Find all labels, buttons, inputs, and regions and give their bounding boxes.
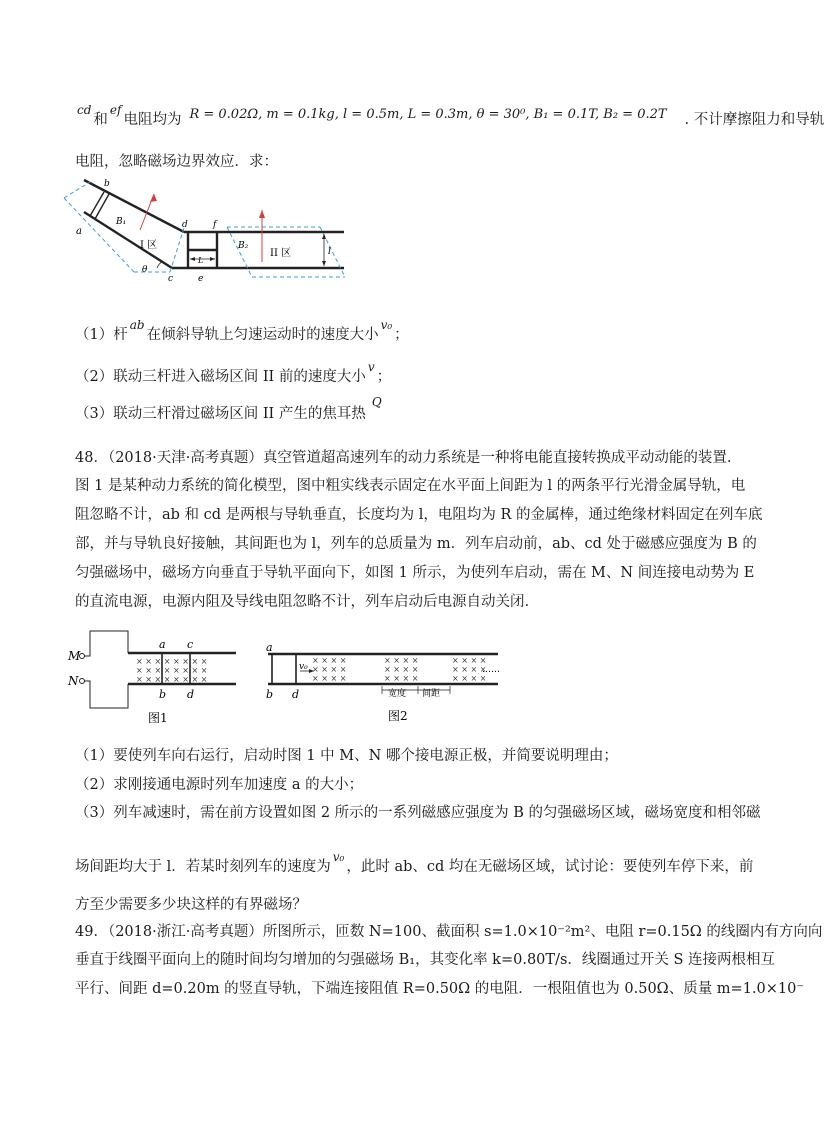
- q47-part3: [75, 395, 735, 424]
- svg-text:× × × ×: × × × ×: [384, 674, 419, 683]
- svg-text:× × × ×: × × × ×: [312, 674, 347, 683]
- svg-text:× × × × × × × ×: × × × × × × × ×: [136, 675, 208, 684]
- label-gap: 间距: [422, 689, 441, 699]
- text-he: 和: [93, 112, 108, 128]
- q48-part3: （3）列车减速时，需在前方设置如图 2 所示的一系列磁感应强度为 B 的匀强磁场区域，磁场宽度和相邻磁: [75, 805, 761, 821]
- caption-fig1: 图1: [148, 711, 168, 725]
- q48-line-2: 图 1 是某种动力系统的简化模型，图中粗实线表示固定在水平面上间距为 l 的两条平行光滑金属导轨，电: [75, 478, 746, 494]
- label-theta: θ: [142, 265, 148, 275]
- q48-line-3: 阻忽略不计，ab 和 cd 是两根与导轨垂直，长度均为 l，电阻均为 R 的金属棒，通过绝缘材料固定在列车底: [75, 507, 763, 523]
- q48-part3-line2: [75, 850, 754, 877]
- label-zone1: I 区: [140, 240, 158, 251]
- label-l: l: [328, 247, 331, 257]
- q47-p1-mid: 在倾斜导轨上匀速运动时的速度大小: [146, 327, 379, 343]
- label-width: 宽度: [388, 689, 407, 699]
- caption-fig2: 图2: [388, 709, 408, 723]
- rail-diagram-q47: [62, 172, 352, 287]
- label-b: b: [104, 179, 110, 189]
- q47-part2: [75, 360, 735, 387]
- q47-p3-pre: （3）联动三杆滑过磁场区间 II 产生的焦耳热: [75, 406, 366, 422]
- q48-line-6: 的直流电源，电源内阻及导线电阻忽略不计，列车启动后电源自动关闭.: [75, 594, 530, 610]
- label-fig1-d: d: [187, 688, 195, 701]
- label-M: M: [68, 649, 81, 663]
- label-fig1-b: b: [159, 688, 167, 701]
- q48-part1: （1）要使列车向右运行，启动时图 1 中 M、N 哪个接电源正极，并简要说明理由；: [75, 748, 618, 764]
- label-B2: B₂: [238, 241, 249, 251]
- q48-line-5: 匀强磁场中，磁场方向垂直于导轨平面向下，如图 1 所示，为使列车启动，需在 M、N 间连接电动势为 E: [75, 565, 755, 581]
- q47-p3-q: Q: [371, 395, 382, 409]
- var-ef: ef: [109, 103, 122, 117]
- train-figure-2: [258, 640, 508, 726]
- intro-line-2: 电阻，忽略磁场边界效应．求：: [75, 154, 278, 170]
- label-fig2-b: b: [266, 688, 274, 701]
- text-dianzu: 电阻均为: [123, 112, 182, 128]
- q48-line-4: 部，并与导轨良好接触，其间距也为 l，列车的总质量为 m．列车启动前，ab、cd 处于磁感应强度为 B 的: [75, 536, 757, 552]
- label-B1: B₁: [116, 217, 127, 227]
- svg-text:× × × ×: × × × ×: [452, 665, 487, 674]
- label-zone2: II 区: [270, 248, 292, 259]
- label-f: f: [213, 220, 217, 230]
- svg-text:× × × ×: × × × ×: [384, 665, 419, 674]
- q48-p3b-v: v₀: [332, 850, 345, 864]
- q49-line-3: 平行、间距 d=0.20m 的竖直导轨，下端连接阻值 R=0.50Ω 的电阻．一根阻值也为 0.50Ω、质量 m=1.0×10⁻: [75, 981, 805, 997]
- label-c: c: [168, 274, 174, 284]
- label-fig2-a: a: [266, 641, 273, 654]
- svg-text:× × × ×: × × × ×: [384, 656, 419, 665]
- label-a: a: [76, 226, 82, 237]
- svg-text:× × × × × × × ×: × × × × × × × ×: [136, 657, 208, 666]
- q48-part2: （2）求刚接通电源时列车加速度 a 的大小；: [75, 777, 364, 793]
- q47-p2-pre: （2）联动三杆进入磁场区间 II 前的速度大小: [75, 369, 366, 385]
- svg-text:× × × ×: × × × ×: [312, 656, 347, 665]
- svg-text:× × × × × × × ×: × × × × × × × ×: [136, 666, 208, 675]
- svg-text:× × × ×: × × × ×: [452, 656, 487, 665]
- q47-p1-var: ab: [129, 318, 145, 332]
- q48-line-1: 48．（2018·天津·高考真题）真空管道超高速列车的动力系统是一种将电能直接转换成平动动能的装置.: [75, 450, 732, 466]
- label-L: L: [198, 256, 204, 265]
- var-cd: cd: [77, 103, 92, 117]
- svg-text:× × × ×: × × × ×: [452, 674, 487, 683]
- q48-p3b-pre: 场间距均大于 l．若某时刻列车的速度为: [75, 859, 331, 875]
- q47-p2-v: v: [367, 360, 375, 374]
- given-formula: R = 0.02Ω, m = 0.1kg, l = 0.5m, L = 0.3m, θ = 30⁰, B₁ = 0.1T, B₂ = 0.2T: [189, 107, 667, 122]
- label-N: N: [68, 674, 79, 688]
- q48-p3b-post: ，此时 ab、cd 均在无磁场区域，试讨论：要使列车停下来，前: [346, 859, 754, 875]
- text-tail: . 不计摩擦阻力和导轨: [684, 112, 824, 128]
- train-figure-1: [68, 626, 248, 726]
- label-fig1-c: c: [187, 638, 194, 651]
- label-fig2-v0: v₀: [299, 662, 308, 672]
- intro-line-1: [75, 103, 824, 131]
- q49-line-1: 49．（2018·浙江·高考真题）所图所示，匝数 N=100、截面积 s=1.0×10⁻²m²、电阻 r=0.15Ω 的线圈内有方向向: [75, 924, 823, 940]
- label-fig1-a: a: [159, 638, 166, 651]
- q49-line-2: 垂直于线圈平面向上的随时间均匀增加的匀强磁场 B₁，其变化率 k=0.80T/s．线圈通过开关 S 连接两根相互: [75, 952, 776, 968]
- q47-p2-end: ；: [376, 369, 392, 385]
- q47-part1: [75, 318, 735, 345]
- label-d: d: [182, 220, 188, 230]
- label-e: e: [198, 274, 204, 284]
- q47-p1-end: ；: [394, 327, 409, 343]
- label-dots: ……: [482, 665, 500, 675]
- q47-p1-v: v₀: [380, 318, 393, 332]
- q48-part3-line3: 方至少需要多少块这样的有界磁场？: [75, 897, 307, 913]
- svg-text:× × × ×: × × × ×: [312, 665, 347, 674]
- label-fig2-d: d: [292, 688, 300, 701]
- q47-p1-pre: （1）杆: [75, 327, 128, 343]
